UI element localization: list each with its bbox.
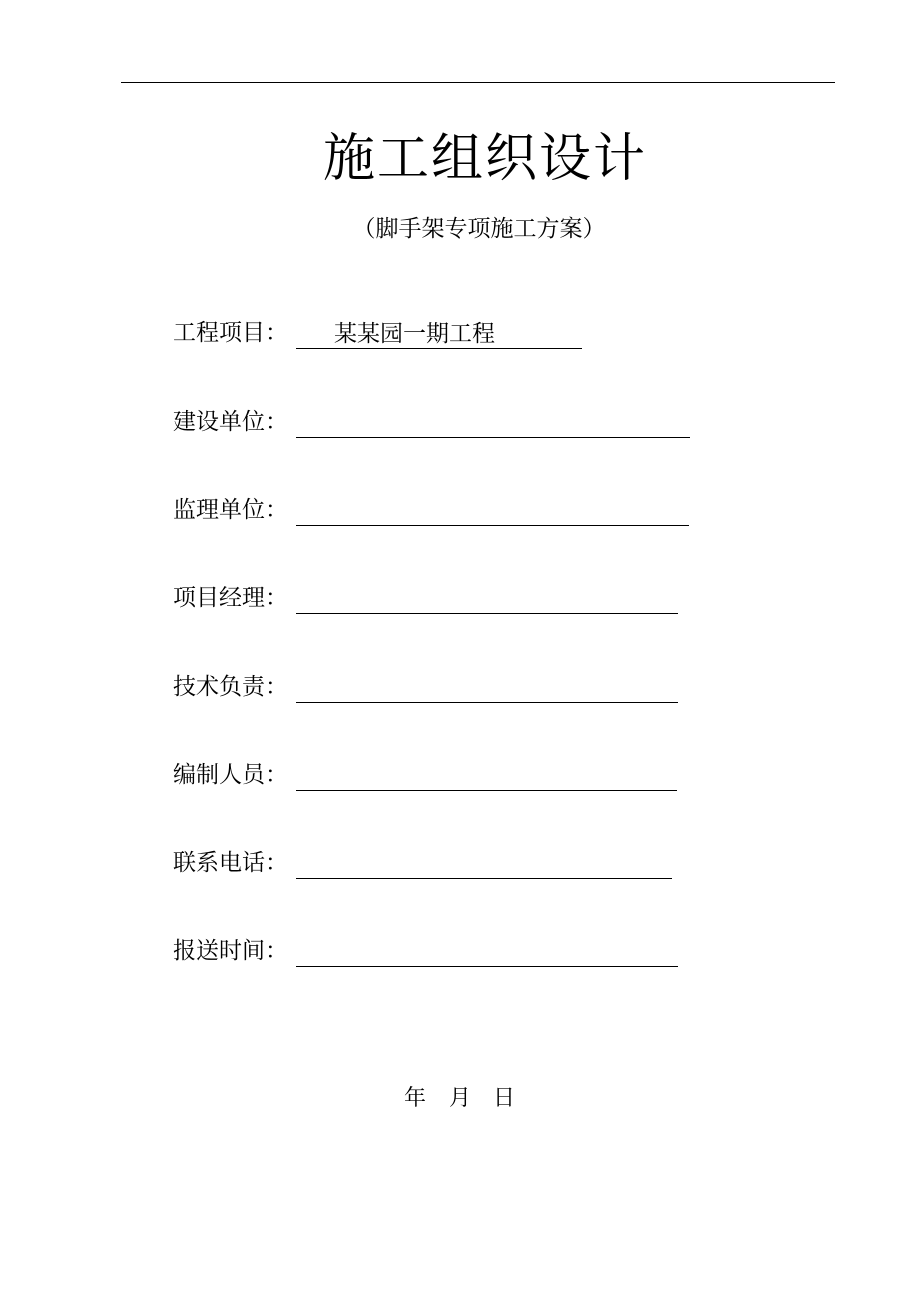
field-supervisor-label: 监理单位： bbox=[173, 497, 288, 523]
field-submission-date-line[interactable] bbox=[296, 936, 678, 967]
field-compiler-line[interactable] bbox=[296, 760, 677, 791]
field-compiler-label: 编制人员： bbox=[173, 762, 288, 788]
field-submission-date-label: 报送时间： bbox=[173, 938, 288, 964]
field-client-label: 建设单位： bbox=[173, 409, 288, 435]
field-project-label: 工程项目： bbox=[173, 320, 288, 346]
document-subtitle: （脚手架专项施工方案） bbox=[352, 216, 606, 242]
field-technical-lead-label: 技术负责： bbox=[173, 674, 288, 700]
field-technical-lead-line[interactable] bbox=[296, 672, 678, 703]
field-manager-line[interactable] bbox=[296, 583, 678, 614]
document-title: 施工组织设计 bbox=[322, 129, 647, 189]
field-project-value: 某某园一期工程 bbox=[334, 321, 495, 347]
field-manager-label: 项目经理： bbox=[173, 585, 288, 611]
header-rule bbox=[121, 82, 835, 83]
field-supervisor-line[interactable] bbox=[296, 495, 689, 526]
field-client-line[interactable] bbox=[296, 407, 690, 438]
date-day-label: 日 bbox=[493, 1086, 516, 1111]
field-project-line[interactable] bbox=[296, 318, 582, 349]
date-year-label: 年 bbox=[404, 1086, 427, 1111]
date-month-label: 月 bbox=[449, 1086, 472, 1111]
field-phone-line[interactable] bbox=[296, 848, 672, 879]
field-phone-label: 联系电话： bbox=[173, 850, 288, 876]
